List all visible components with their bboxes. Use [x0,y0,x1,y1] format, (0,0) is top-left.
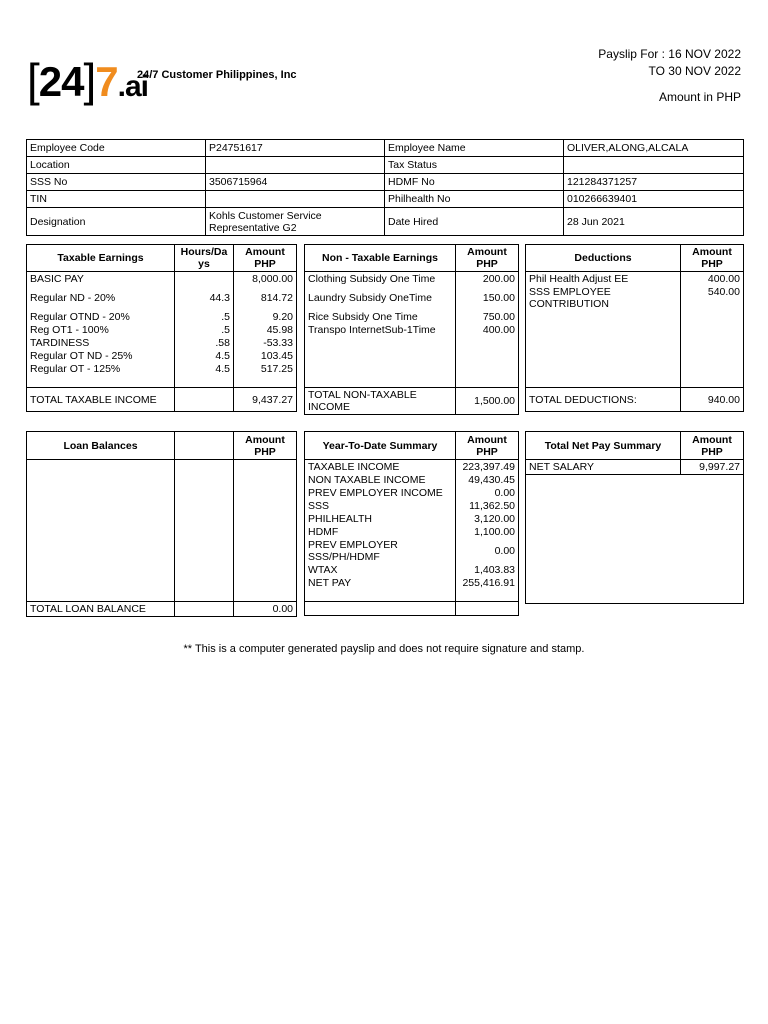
logo-24: 24 [38,58,84,105]
loan-balances-header: Loan Balances [27,432,175,460]
payslip-period-from: Payslip For : 16 NOV 2022 [598,47,741,61]
employee-name: OLIVER,ALONG,ALCALA [564,140,744,157]
employee-info-table [26,139,744,236]
philhealth-label: Philhealth No [385,191,564,208]
net-pay-body [526,475,681,604]
total-loan-amount: 0.00 [234,602,297,617]
deductions-header: Deductions [526,245,681,272]
taxable-amounts [234,272,297,388]
table-row [27,174,744,191]
loan-body [27,460,175,602]
total-taxable-hours [175,388,234,412]
location-label: Location [27,157,206,174]
currency-note: Amount in PHP [658,90,741,104]
ytd-header: Year-To-Date Summary [305,432,456,460]
logo-bracket-open: [ [27,54,39,106]
deductions-table [525,244,744,412]
loan-balances-table [26,431,297,617]
list-item: 223,397.49 [462,461,515,473]
list-item: Phil Health Adjust EE [529,273,629,285]
taxable-earnings-table [26,244,297,412]
list-item: 49,430.45 [468,474,515,486]
hours-days-header: Hours/Days [175,245,234,272]
ytd-blank [456,602,519,616]
table-row [27,157,744,174]
list-item: PHILHEALTH [308,513,372,525]
table-row [27,191,744,208]
payslip-period-to: TO 30 NOV 2022 [648,64,741,78]
date-hired-value: 28 Jun 2021 [564,208,744,236]
list-item: 814.72 [260,292,293,304]
list-item: Regular OT - 125% [30,363,121,375]
list-item: 9.20 [272,311,293,323]
list-item: 255,416.91 [462,577,515,589]
taxable-amount-header: Amount PHP [234,245,297,272]
sss-value: 3506715964 [206,174,385,191]
list-item: NON TAXABLE INCOME [308,474,426,486]
list-item: 750.00 [482,311,515,323]
list-item: .5 [221,311,230,323]
net-pay-body [681,475,744,604]
philhealth-value: 010266639401 [564,191,744,208]
list-item: NET PAY [308,577,352,589]
loan-body [175,460,234,602]
list-item: 540.00 [707,286,740,298]
taxable-labels [27,272,175,388]
location-value [206,157,385,174]
total-deductions-label: TOTAL DEDUCTIONS: [526,388,681,412]
total-taxable-amount: 9,437.27 [234,388,297,412]
company-logo [27,54,148,106]
list-item: TARDINESS [30,337,90,349]
non-taxable-amounts [456,272,519,388]
list-item: BASIC PAY [30,273,84,285]
list-item: 1,100.00 [474,526,515,538]
list-item: -53.33 [263,337,293,349]
non-taxable-amount-header: Amount PHP [456,245,519,272]
non-taxable-header: Non - Taxable Earnings [305,245,456,272]
list-item: 150.00 [482,292,515,304]
ytd-summary-table [304,431,519,616]
logo-7: 7 [95,58,118,105]
taxable-hours [175,272,234,388]
total-deductions-amount: 940.00 [681,388,744,412]
list-item: 400.00 [482,324,515,336]
table-row [27,208,744,236]
logo-bracket-close: ] [83,54,96,106]
total-loan-blank [175,602,234,617]
list-item: HDMF [308,526,339,538]
list-item: Reg OT1 - 100% [30,324,109,336]
list-item: 103.45 [260,350,293,362]
list-item: 4.5 [215,350,230,362]
list-item: Regular OT ND - 25% [30,350,133,362]
ytd-labels [305,460,456,602]
non-taxable-earnings-table [304,244,519,415]
loan-body [234,460,297,602]
loan-amount-header: Amount PHP [234,432,297,460]
tax-status-label: Tax Status [385,157,564,174]
list-item: 11,362.50 [469,500,515,512]
list-item: 4.5 [215,363,230,375]
list-item: SSS [308,500,330,512]
logo-ai: .ai [117,70,148,103]
list-item: Laundry Subsidy OneTime [308,292,432,304]
list-item: 8,000.00 [252,273,293,285]
employee-code-label: Employee Code [27,140,206,157]
list-item: WTAX [308,564,338,576]
list-item: 200.00 [482,273,515,285]
list-item: 0.00 [494,545,515,557]
list-item: Rice Subsidy One Time [308,311,418,323]
loan-blank-header [175,432,234,460]
deductions-amount-header: Amount PHP [681,245,744,272]
designation-value: Kohls Customer Service Representative G2 [206,208,385,236]
list-item: 44.3 [209,292,230,304]
employee-code: P24751617 [206,140,385,157]
net-salary-label: NET SALARY [526,460,681,475]
deductions-amounts [681,272,744,388]
list-item: PREV EMPLOYER SSS/PH/HDMF [308,539,398,563]
sss-label: SSS No [27,174,206,191]
list-item: 400.00 [707,273,740,285]
non-taxable-labels [305,272,456,388]
company-name: 24/7 Customer Philippines, Inc [137,69,297,81]
list-item: SSS EMPLOYEE CONTRIBUTION [529,286,611,310]
list-item: TAXABLE INCOME [308,461,400,473]
list-item [178,273,230,286]
footer-note: ** This is a computer generated payslip and does not require signature and stamp. [183,643,585,655]
hdmf-label: HDMF No [385,174,564,191]
net-salary-amount: 9,997.27 [681,460,744,475]
list-item: 1,403.83 [474,564,515,576]
ytd-blank [305,602,456,616]
list-item: Clothing Subsidy One Time [308,273,436,285]
date-hired-label: Date Hired [385,208,564,236]
total-loan-label: TOTAL LOAN BALANCE [27,602,175,617]
designation-label: Designation [27,208,206,236]
total-non-taxable-amount: 1,500.00 [456,388,519,415]
total-non-taxable-label: TOTAL NON-TAXABLE INCOME [305,388,456,415]
list-item: PREV EMPLOYER INCOME [308,487,443,499]
employee-name-label: Employee Name [385,140,564,157]
hdmf-value: 121284371257 [564,174,744,191]
tin-value [206,191,385,208]
list-item: .58 [215,337,230,349]
list-item: .5 [221,324,230,336]
list-item: 0.00 [494,487,515,499]
list-item: Transpo InternetSub-1Time [308,324,436,336]
tax-status-value [564,157,744,174]
list-item: 517.25 [260,363,293,375]
net-pay-header: Total Net Pay Summary [526,432,681,460]
total-taxable-label: TOTAL TAXABLE INCOME [27,388,175,412]
list-item: Regular OTND - 20% [30,311,130,323]
deductions-labels [526,272,681,388]
taxable-earnings-header: Taxable Earnings [27,245,175,272]
ytd-amount-header: Amount PHP [456,432,519,460]
list-item: 45.98 [266,324,293,336]
list-item: 3,120.00 [474,513,515,525]
net-pay-summary-table [525,431,744,604]
table-row [27,140,744,157]
list-item: Regular ND - 20% [30,292,116,304]
tin-label: TIN [27,191,206,208]
ytd-amounts [456,460,519,602]
net-pay-amount-header: Amount PHP [681,432,744,460]
